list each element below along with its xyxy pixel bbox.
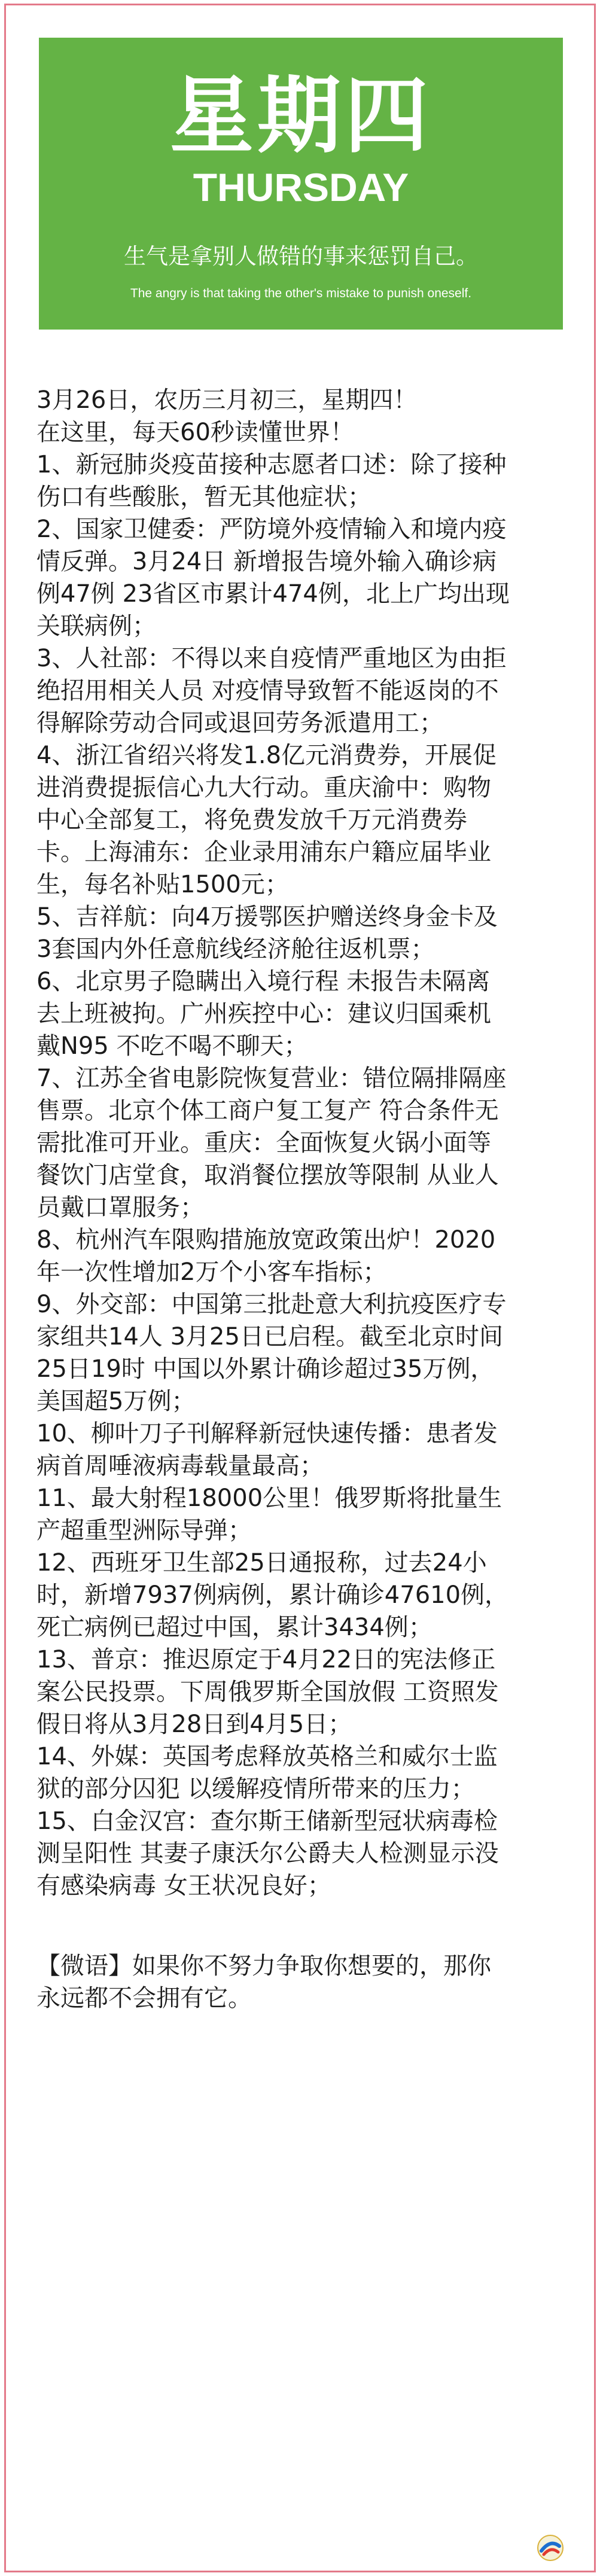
news-line: 25日19时 中国以外累计确诊超过35万例， [36, 1355, 495, 1383]
news-line: 10、柳叶刀子刊解释新冠快速传播：患者发 [36, 1420, 498, 1447]
news-line: 情反弹。3月24日 新增报告境外输入确诊病 [36, 548, 497, 575]
news-item-14 [36, 1740, 569, 1805]
news-line: 时，新增7937例病例，累计确诊47610例， [36, 1581, 509, 1609]
news-line: 年一次性增加2万个小客车指标； [36, 1258, 387, 1286]
news-line: 3套国内外任意航线经济舱往返机票； [36, 935, 435, 963]
daily-quote-english: The angry is that taking the other's mistake to punish oneself. [130, 286, 472, 300]
news-line: 4、浙江省绍兴将发1.8亿元消费券，开展促 [36, 742, 497, 769]
news-item-8 [36, 1224, 569, 1288]
news-line: 绝招用相关人员 对疫情导致暂不能返岗的不 [36, 677, 499, 705]
news-line: 狱的部分囚犯 以缓解疫情所带来的压力； [36, 1775, 475, 1803]
intro-line: 在这里，每天60秒读懂世界！ [36, 419, 354, 446]
news-line: 案公民投票。下周俄罗斯全国放假 工资照发 [36, 1678, 499, 1706]
wisdom-line: 永远都不会拥有它。 [36, 1984, 252, 2012]
news-item-2 [36, 513, 569, 642]
news-line: 需批准可开业。重庆：全面恢复火锅小面等 [36, 1129, 491, 1157]
news-line: 8、杭州汽车限购措施放宽政策出炉！2020 [36, 1226, 496, 1254]
news-line: 伤口有些酸胀，暂无其他症状； [36, 483, 371, 511]
daily-quote-chinese: 生气是拿别人做错的事来惩罚自己。 [124, 243, 478, 269]
news-line: 15、白金汉宫：查尔斯王储新型冠状病毒检 [36, 1807, 498, 1835]
news-line: 6、北京男子隐瞒出入境行程 未报告未隔离 [36, 968, 491, 995]
news-item-3 [36, 642, 569, 739]
news-line: 进消费提振信心九大行动。重庆渝中：购物 [36, 774, 491, 801]
news-line: 14、外媒：英国考虑释放英格兰和威尔士监 [36, 1743, 498, 1770]
weekday-title-english: THURSDAY [193, 165, 409, 209]
news-item-13 [36, 1644, 569, 1740]
news-line: 测呈阳性 其妻子康沃尔公爵夫人检测显示没 [36, 1840, 499, 1867]
news-line: 3、人社部：不得以来自疫情严重地区为由拒 [36, 645, 507, 672]
news-line: 卡。上海浦东：企业录用浦东户籍应届毕业 [36, 839, 491, 866]
news-item-5 [36, 901, 569, 965]
news-line: 12、西班牙卫生部25日通报称，过去24小 [36, 1549, 487, 1577]
news-line: 假日将从3月28日到4月5日； [36, 1711, 352, 1738]
news-line: 1、新冠肺炎疫苗接种志愿者口述：除了接种 [36, 451, 507, 478]
date-line: 3月26日，农历三月初三，星期四！ [36, 386, 418, 414]
news-line: 员戴口罩服务； [36, 1194, 204, 1221]
news-line: 生，每名补贴1500元； [36, 871, 289, 898]
news-item-6 [36, 965, 569, 1062]
news-line: 售票。北京个体工商户复工复产 符合条件无 [36, 1097, 499, 1124]
news-line: 病首周唾液病毒载量最高； [36, 1452, 324, 1480]
news-item-9 [36, 1288, 569, 1417]
news-line: 11、最大射程18000公里！俄罗斯将批量生 [36, 1484, 502, 1512]
news-item-11 [36, 1482, 569, 1547]
news-line: 例47例 23省区市累计474例，北上广均出现 [36, 580, 510, 608]
news-line: 戴N95 不吃不喝不聊天； [36, 1032, 308, 1060]
news-line: 2、国家卫健委：严防境外疫情输入和境内疫 [36, 516, 507, 543]
news-line: 关联病例； [36, 612, 156, 640]
news-line: 有感染病毒 女王状况良好； [36, 1872, 331, 1900]
news-line: 得解除劳动合同或退回劳务派遣用工； [36, 709, 443, 737]
daily-wisdom [36, 1950, 569, 2014]
news-item-10 [36, 1417, 569, 1482]
header-banner [39, 38, 563, 330]
news-item-12 [36, 1547, 569, 1644]
news-line: 家组共14人 3月25日已启程。截至北京时间 [36, 1323, 503, 1351]
news-line: 7、江苏全省电影院恢复营业：错位隔排隔座 [36, 1065, 507, 1092]
news-item-4 [36, 739, 569, 901]
news-line: 中心全部复工，将免费发放千万元消费券 [36, 806, 467, 834]
news-line: 5、吉祥航：向4万援鄂医护赠送终身金卡及 [36, 903, 498, 931]
news-line: 产超重型洲际导弹； [36, 1517, 252, 1544]
news-item-1 [36, 449, 569, 513]
news-line: 去上班被拘。广州疾控中心：建议归国乘机 [36, 1000, 491, 1028]
news-item-15 [36, 1805, 569, 1902]
newspaper-logo-icon [537, 2534, 564, 2562]
news-line: 9、外交部：中国第三批赴意大利抗疫医疗专 [36, 1291, 507, 1318]
news-line: 死亡病例已超过中国，累计3434例； [36, 1614, 433, 1641]
weekday-title-chinese: 星期四 [169, 68, 432, 165]
news-line: 13、普京：推迟原定于4月22日的宪法修正 [36, 1646, 496, 1673]
news-line: 餐饮门店堂食，取消餐位摆放等限制 从业人 [36, 1162, 499, 1189]
news-content [36, 384, 569, 2014]
news-line: 美国超5万例； [36, 1388, 196, 1415]
news-item-7 [36, 1062, 569, 1224]
wisdom-line: 【微语】如果你不努力争取你想要的，那你 [36, 1952, 491, 1980]
